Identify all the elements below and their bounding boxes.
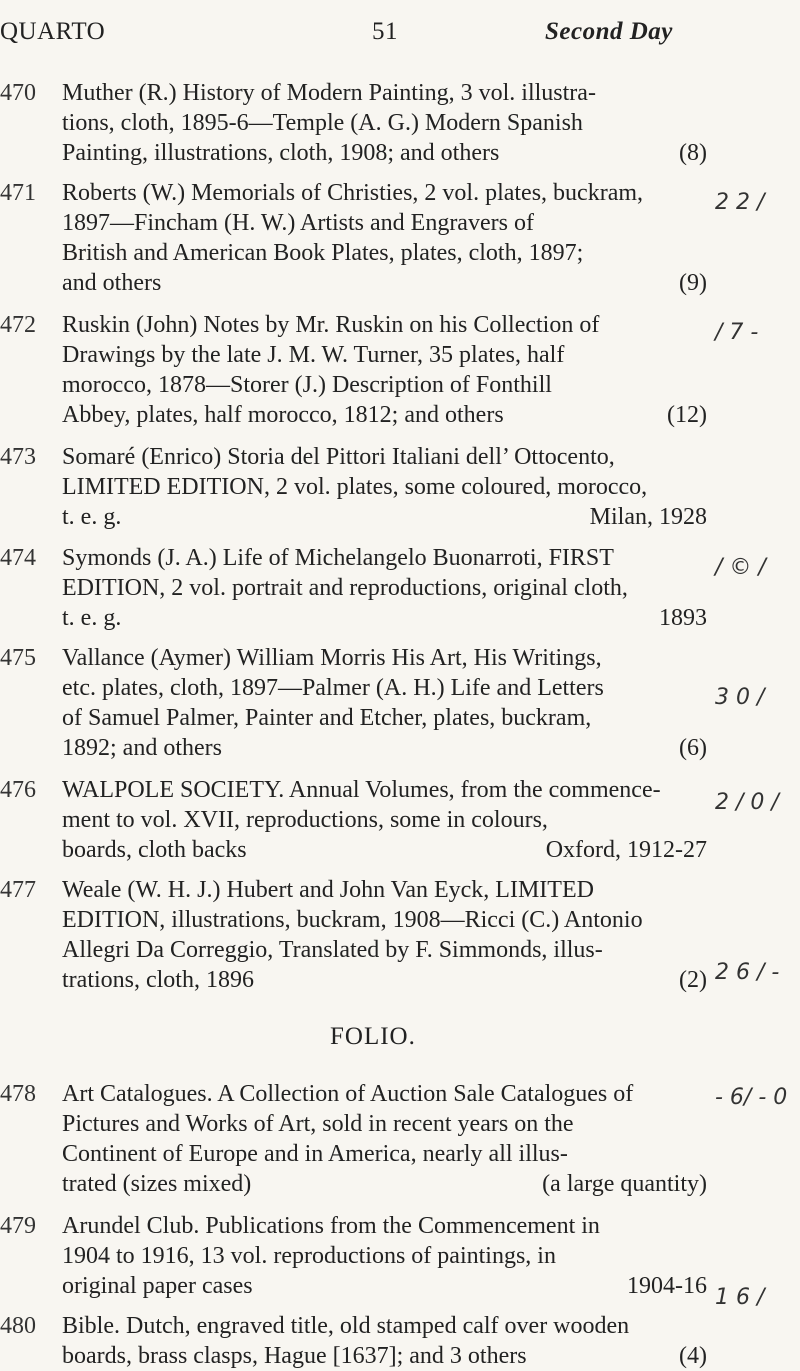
lot-imprint: 1904-16	[627, 1273, 707, 1299]
lot-last-text: Abbey, plates, half morocco, 1812; and others	[62, 402, 504, 428]
lot-quantity: (2)	[679, 967, 707, 993]
lot-last-line	[62, 733, 707, 763]
lot-number: 470	[0, 80, 36, 106]
lot-line: Art Catalogues. A Collection of Auction Sale Catalogues of	[62, 1081, 634, 1107]
lot-description	[62, 643, 707, 763]
lot-line: Weale (W. H. J.) Hubert and John Van Eyck, LIMITED	[62, 877, 594, 903]
handwritten-margin-note: 2 6 / -	[715, 960, 780, 985]
lot-number: 473	[0, 444, 36, 470]
lot-quantity: (6)	[679, 735, 707, 761]
lot-line: Roberts (W.) Memorials of Christies, 2 vol. plates, buckram,	[62, 180, 644, 206]
lot-description	[62, 775, 707, 865]
handwritten-margin-note: 2 2 /	[715, 190, 765, 215]
lot-description	[62, 1079, 707, 1199]
lot-last-line	[62, 965, 707, 995]
lot-description	[62, 1211, 707, 1301]
handwritten-margin-note: 3 0 /	[715, 685, 765, 710]
handwritten-margin-note: / 7 -	[715, 320, 759, 345]
handwritten-margin-note: 2 / 0 /	[715, 790, 779, 815]
lot-number: 475	[0, 645, 36, 671]
header-section-label: QUARTO	[0, 18, 106, 45]
lot-last-line	[62, 603, 707, 633]
lot-last-line	[62, 1341, 707, 1371]
lot-line: Ruskin (John) Notes by Mr. Ruskin on his Collection of	[62, 312, 600, 338]
lot-description	[62, 442, 707, 532]
lot-quantity: (9)	[679, 270, 707, 296]
lot-line: 1897—Fincham (H. W.) Artists and Engravers of	[62, 210, 534, 236]
lot-number: 478	[0, 1081, 36, 1107]
lot-line: etc. plates, cloth, 1897—Palmer (A. H.) Life and Letters	[62, 675, 604, 701]
lot-number: 476	[0, 777, 36, 803]
handwritten-margin-note: / © /	[715, 555, 766, 580]
lot-last-text: original paper cases	[62, 1273, 253, 1299]
lot-line: Bible. Dutch, engraved title, old stamped calf over wooden	[62, 1313, 630, 1339]
lot-line: EDITION, illustrations, buckram, 1908—Ricci (C.) Antonio	[62, 907, 643, 933]
lot-number: 477	[0, 877, 36, 903]
lot-description	[62, 310, 707, 430]
lot-quantity: (a large quantity)	[542, 1171, 707, 1197]
lot-last-line	[62, 1271, 707, 1301]
lot-quantity: (8)	[679, 140, 707, 166]
lot-imprint: Oxford, 1912-27	[545, 837, 707, 863]
lot-line: Symonds (J. A.) Life of Michelangelo Buonarroti, FIRST	[62, 545, 614, 571]
lot-last-line	[62, 138, 707, 168]
lot-imprint: Milan, 1928	[589, 504, 707, 530]
lot-line: Pictures and Works of Art, sold in recent years on the	[62, 1111, 574, 1137]
folio-heading: FOLIO.	[330, 1023, 416, 1050]
lot-line: Continent of Europe and in America, nearly all illus-	[62, 1141, 568, 1167]
lot-last-line	[62, 835, 707, 865]
lot-line: Allegri Da Correggio, Translated by F. Simmonds, illus-	[62, 937, 603, 963]
page-number: 51	[372, 18, 398, 45]
lot-line: morocco, 1878—Storer (J.) Description of Fonthill	[62, 372, 552, 398]
lot-quantity: (4)	[679, 1343, 707, 1369]
lot-number: 471	[0, 180, 36, 206]
lot-number: 479	[0, 1213, 36, 1239]
lot-last-text: t. e. g.	[62, 605, 122, 631]
lot-last-text: 1892; and others	[62, 735, 222, 761]
lot-last-line	[62, 400, 707, 430]
lot-line: ment to vol. XVII, reproductions, some in colours,	[62, 807, 548, 833]
lot-last-text: boards, cloth backs	[62, 837, 247, 863]
lot-line: tions, cloth, 1895-6—Temple (A. G.) Modern Spanish	[62, 110, 583, 136]
lot-description	[62, 543, 707, 633]
lot-description	[62, 78, 707, 168]
lot-last-text: Painting, illustrations, cloth, 1908; and others	[62, 140, 500, 166]
handwritten-margin-note: - 6/ - 0	[715, 1085, 788, 1110]
lot-line: EDITION, 2 vol. portrait and reproductions, original cloth,	[62, 575, 628, 601]
lot-last-text: and others	[62, 270, 162, 296]
lot-line: Vallance (Aymer) William Morris His Art, His Writings,	[62, 645, 602, 671]
lot-line: Somaré (Enrico) Storia del Pittori Italiani dell’ Ottocento,	[62, 444, 615, 470]
lot-line: Muther (R.) History of Modern Painting, 3 vol. illustra-	[62, 80, 596, 106]
page-header	[0, 18, 800, 58]
lot-last-text: trated (sizes mixed)	[62, 1171, 252, 1197]
lot-last-line	[62, 1169, 707, 1199]
lot-last-line	[62, 502, 707, 532]
lot-quantity: (12)	[667, 402, 707, 428]
lot-imprint: 1893	[659, 605, 707, 631]
lot-last-line	[62, 268, 707, 298]
lot-line: Drawings by the late J. M. W. Turner, 35 plates, half	[62, 342, 565, 368]
lot-number: 480	[0, 1313, 36, 1339]
lot-description	[62, 178, 707, 298]
header-day-label: Second Day	[545, 18, 673, 45]
lot-line: WALPOLE SOCIETY. Annual Volumes, from the commence-	[62, 777, 661, 803]
lot-line: of Samuel Palmer, Painter and Etcher, plates, buckram,	[62, 705, 592, 731]
lot-last-text: boards, brass clasps, Hague [1637]; and 3 others	[62, 1343, 527, 1369]
lot-description	[62, 1311, 707, 1371]
handwritten-margin-note: 1 6 /	[715, 1285, 765, 1310]
lot-line: Arundel Club. Publications from the Commencement in	[62, 1213, 600, 1239]
lot-number: 474	[0, 545, 36, 571]
lot-description	[62, 875, 707, 995]
lot-line: 1904 to 1916, 13 vol. reproductions of paintings, in	[62, 1243, 556, 1269]
lot-last-text: trations, cloth, 1896	[62, 967, 254, 993]
lot-last-text: t. e. g.	[62, 504, 122, 530]
lot-line: British and American Book Plates, plates, cloth, 1897;	[62, 240, 584, 266]
lot-number: 472	[0, 312, 36, 338]
lot-line: LIMITED EDITION, 2 vol. plates, some coloured, morocco,	[62, 474, 648, 500]
